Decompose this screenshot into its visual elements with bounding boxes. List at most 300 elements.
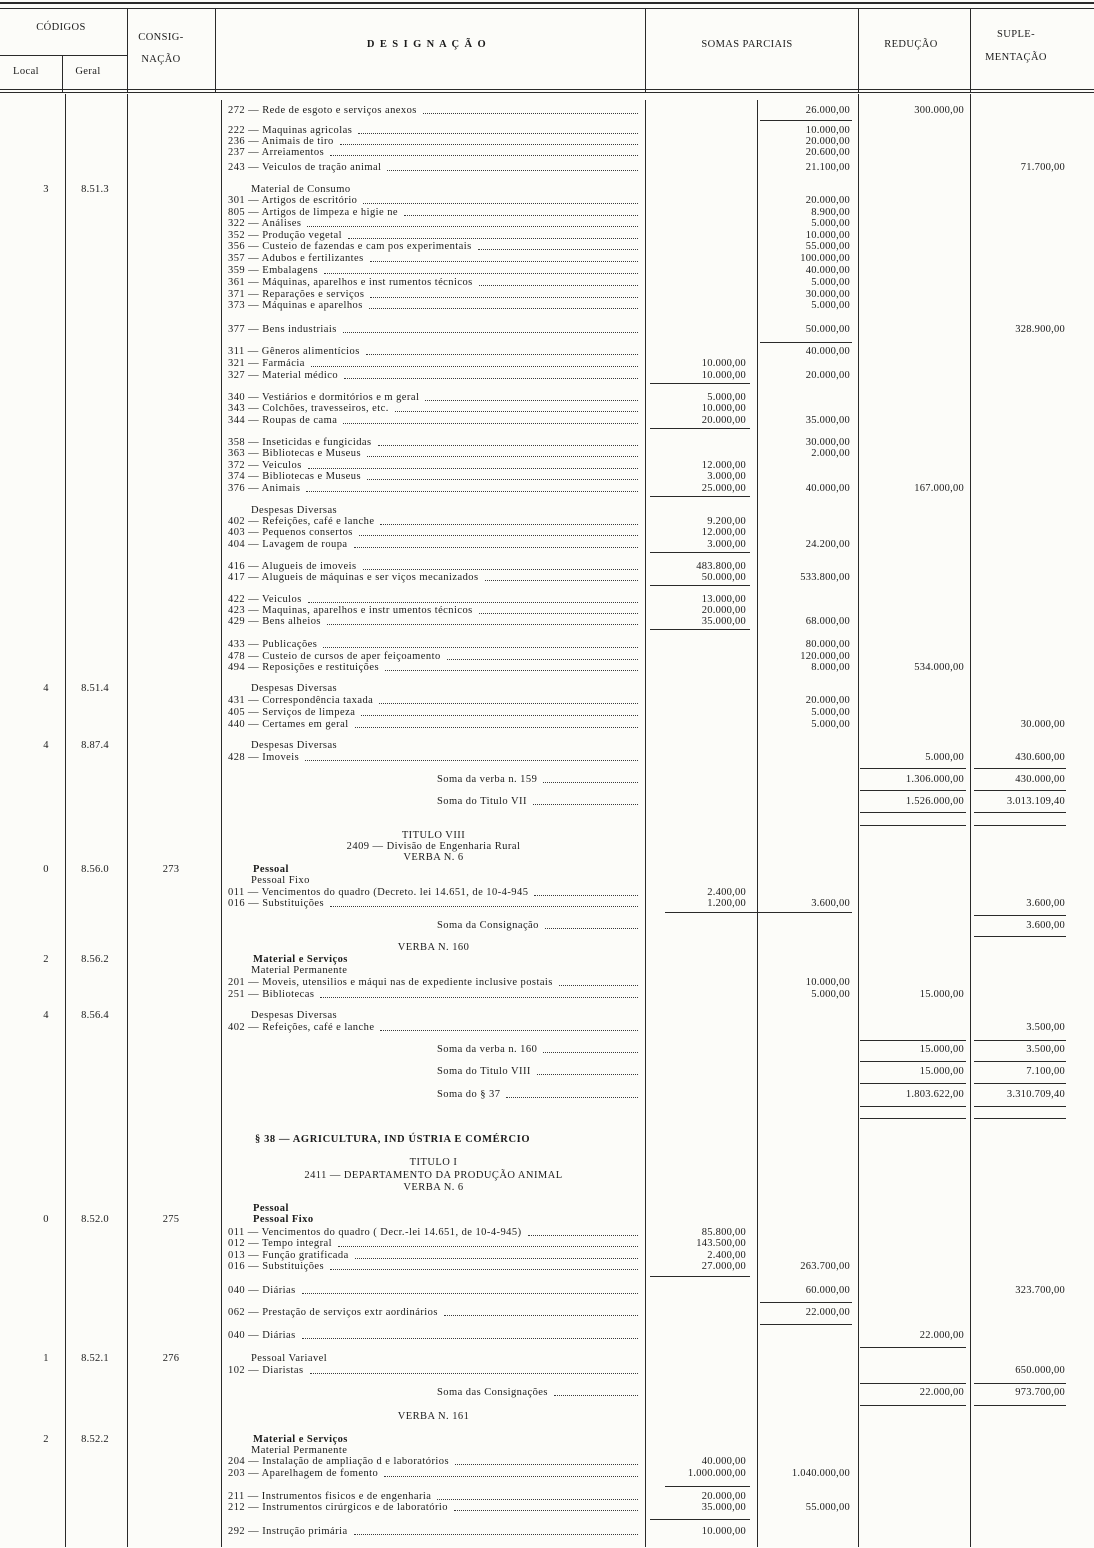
dot-leader <box>380 1030 638 1031</box>
table-rule-horizontal <box>860 1106 966 1107</box>
soma-parcial-1: 35.000,00 <box>701 1502 746 1513</box>
budget-row <box>0 265 1094 277</box>
budget-row <box>0 662 1094 674</box>
designacao-text: Soma do Titulo VII <box>437 796 527 807</box>
designacao-text: 352 — Produção vegetal <box>228 230 342 241</box>
table-rule-horizontal <box>760 1324 852 1325</box>
reducao-value: 300.000,00 <box>914 105 964 116</box>
designacao-text: 440 — Certames em geral <box>228 719 349 730</box>
table-rule-horizontal <box>0 55 127 56</box>
consignacao-code: 276 <box>162 1353 180 1364</box>
soma-parcial-2: 3.600,00 <box>811 898 850 909</box>
budget-row <box>0 1044 1094 1056</box>
designacao-text: Soma da verba n. 159 <box>437 774 538 785</box>
designacao-text: Soma da verba n. 160 <box>437 1044 538 1055</box>
soma-parcial-2: 533.800,00 <box>800 572 850 583</box>
reducao-value: 15.000,00 <box>919 1066 964 1077</box>
soma-parcial-1: 9.200,00 <box>707 516 746 527</box>
dot-leader <box>363 203 638 204</box>
budget-row <box>0 253 1094 265</box>
budget-row <box>0 147 1094 159</box>
designacao-text: 359 — Embalagens <box>228 265 319 276</box>
dot-leader <box>387 170 638 171</box>
budget-row <box>0 1526 1094 1538</box>
soma-parcial-2: 35.000,00 <box>805 415 850 426</box>
dot-leader <box>324 273 638 274</box>
row-designacao <box>228 370 640 382</box>
reducao-value: 15.000,00 <box>919 989 964 1000</box>
budget-row <box>0 852 1094 864</box>
row-designacao <box>437 774 640 786</box>
dot-leader <box>306 491 638 492</box>
budget-row <box>0 774 1094 786</box>
code-local: 1 <box>43 1353 49 1364</box>
soma-parcial-1: 1.000.000,00 <box>687 1468 746 1479</box>
designacao-text: VERBA N. 6 <box>403 852 464 863</box>
designacao-text: § 38 — AGRICULTURA, IND ÚSTRIA E COMÉRCIO <box>255 1134 531 1145</box>
designacao-text: 377 — Bens industriais <box>228 324 337 335</box>
budget-row <box>0 105 1094 117</box>
dot-leader <box>355 1258 638 1259</box>
designacao-text: 404 — Lavagem de roupa <box>228 539 348 550</box>
table-rule-horizontal <box>974 1405 1066 1406</box>
budget-row <box>0 572 1094 584</box>
budget-row <box>0 1285 1094 1297</box>
soma-parcial-2: 5.000,00 <box>811 300 850 311</box>
designacao-text: 423 — Maquinas, aparelhos e instr umentos técnicos <box>228 605 473 616</box>
dot-leader <box>479 285 638 286</box>
budget-row <box>0 707 1094 719</box>
soma-parcial-1: 85.800,00 <box>701 1227 746 1238</box>
designacao-text: Material de Consumo <box>251 184 351 195</box>
row-designacao <box>228 1238 640 1250</box>
table-rule-horizontal <box>974 936 1066 937</box>
soma-parcial-2: 5.000,00 <box>811 707 850 718</box>
dot-leader <box>343 332 638 333</box>
row-designacao <box>255 1134 530 1146</box>
dot-leader <box>454 1510 638 1511</box>
suplementacao-value: 3.600,00 <box>1026 920 1065 931</box>
soma-parcial-1: 27.000,00 <box>701 1261 746 1272</box>
budget-row <box>0 796 1094 808</box>
row-designacao <box>437 1089 640 1101</box>
code-local: 2 <box>43 954 49 965</box>
dot-leader <box>423 113 638 114</box>
row-designacao <box>228 241 640 253</box>
row-designacao <box>228 471 640 483</box>
soma-parcial-2: 20.000,00 <box>805 370 850 381</box>
soma-parcial-2: 40.000,00 <box>805 483 850 494</box>
dot-leader <box>302 1338 638 1339</box>
suplementacao-value: 7.100,00 <box>1026 1066 1065 1077</box>
designacao-text: 311 — Gêneros alimentícios <box>228 346 360 357</box>
budget-row <box>0 1134 1094 1146</box>
soma-parcial-2: 8.900,00 <box>811 207 850 218</box>
dot-leader <box>310 1373 638 1374</box>
designacao-text: Pessoal Variavel <box>251 1353 328 1364</box>
consignacao-code: 273 <box>162 864 180 875</box>
code-geral: 8.51.3 <box>81 184 109 195</box>
table-rule-horizontal <box>650 552 750 553</box>
table-rule-horizontal <box>760 120 852 121</box>
soma-parcial-1: 40.000,00 <box>701 1456 746 1467</box>
table-rule-horizontal <box>760 1302 852 1303</box>
designacao-text: 356 — Custeio de fazendas e cam pos experimentais <box>228 241 472 252</box>
code-geral: 8.56.0 <box>81 864 109 875</box>
dot-leader <box>370 297 638 298</box>
designacao-text: 371 — Reparações e serviços <box>228 289 365 300</box>
table-rule-horizontal <box>974 915 1066 916</box>
row-designacao <box>222 1170 645 1182</box>
consignacao-header-line2: NAÇÃO <box>141 54 181 65</box>
table-rule-horizontal <box>860 825 966 826</box>
somas-parciais-header: SOMAS PARCIAIS <box>701 39 793 50</box>
dot-leader <box>367 456 638 457</box>
designacao-text: Pessoal <box>253 1203 289 1214</box>
designacao-text: 327 — Material médico <box>228 370 339 381</box>
suplementacao-header-line1: SUPLE- <box>997 29 1035 40</box>
suplementacao-value: 430.000,00 <box>1015 774 1065 785</box>
budget-row <box>0 483 1094 495</box>
designacao-text: 040 — Diárias <box>228 1285 296 1296</box>
table-rule-horizontal <box>0 92 1094 93</box>
table-rule-horizontal <box>650 496 750 497</box>
table-rule-horizontal <box>0 8 1094 9</box>
row-designacao <box>228 662 640 674</box>
budget-row <box>0 740 1094 752</box>
designacao-text: 2409 — Divisão de Engenharia Rural <box>346 841 521 852</box>
dot-leader <box>543 782 638 783</box>
soma-parcial-2: 120.000,00 <box>800 651 850 662</box>
code-geral: 8.51.4 <box>81 683 109 694</box>
soma-parcial-2: 40.000,00 <box>805 265 850 276</box>
dot-leader <box>537 1074 638 1075</box>
budget-row <box>0 1238 1094 1250</box>
row-designacao <box>228 1330 640 1342</box>
designacao-text: 012 — Tempo integral <box>228 1238 333 1249</box>
table-rule-horizontal <box>860 790 966 791</box>
designacao-text: 322 — Análises <box>228 218 302 229</box>
row-designacao <box>228 1365 640 1377</box>
dot-leader <box>354 547 638 548</box>
budget-row <box>0 875 1094 887</box>
row-designacao <box>228 415 640 427</box>
row-designacao <box>228 1502 640 1514</box>
soma-parcial-2: 55.000,00 <box>805 241 850 252</box>
codigos-header: CÓDIGOS <box>36 22 86 33</box>
dot-leader <box>340 144 638 145</box>
budget-row <box>0 539 1094 551</box>
soma-parcial-1: 2.400,00 <box>707 887 746 898</box>
row-designacao <box>228 539 640 551</box>
designacao-text: 372 — Veiculos <box>228 460 302 471</box>
soma-parcial-1: 35.000,00 <box>701 616 746 627</box>
budget-row <box>0 162 1094 174</box>
dot-leader <box>533 804 638 805</box>
table-rule-horizontal <box>860 1347 966 1348</box>
soma-parcial-1: 50.000,00 <box>701 572 746 583</box>
designacao-text: 416 — Alugueis de imoveis <box>228 561 357 572</box>
suplementacao-value: 328.900,00 <box>1015 324 1065 335</box>
reducao-value: 1.306.000,00 <box>905 774 964 785</box>
table-rule-horizontal <box>974 1106 1066 1107</box>
table-rule-horizontal <box>650 383 750 384</box>
soma-parcial-1: 12.000,00 <box>701 460 746 471</box>
designacao-text: Despesas Diversas <box>251 740 338 751</box>
table-rule-horizontal <box>0 89 1094 90</box>
table-rule-horizontal <box>0 2 1094 4</box>
soma-parcial-1: 20.000,00 <box>701 605 746 616</box>
designacao-text: 358 — Inseticidas e fungicidas <box>228 437 372 448</box>
dot-leader <box>330 906 638 907</box>
row-designacao <box>228 1468 640 1480</box>
designacao-text: Despesas Diversas <box>251 683 338 694</box>
dot-leader <box>543 1052 638 1053</box>
dot-leader <box>308 602 638 603</box>
row-designacao <box>228 105 640 117</box>
dot-leader <box>385 670 638 671</box>
designacao-text: 405 — Serviços de limpeza <box>228 707 356 718</box>
code-geral: 8.56.4 <box>81 1010 109 1021</box>
designacao-text: TITULO VIII <box>401 830 466 841</box>
row-designacao <box>228 572 640 584</box>
soma-parcial-2: 20.600,00 <box>805 147 850 158</box>
designacao-text: 433 — Publicações <box>228 639 318 650</box>
dot-leader <box>338 1246 638 1247</box>
designacao-text: 373 — Máquinas e aparelhos <box>228 300 363 311</box>
suplementacao-value: 3.500,00 <box>1026 1044 1065 1055</box>
dot-leader <box>485 580 638 581</box>
code-geral: 8.87.4 <box>81 740 109 751</box>
designacao-text: 361 — Máquinas, aparelhos e inst rumentos técnicos <box>228 277 473 288</box>
designacao-text: 374 — Bibliotecas e Museus <box>228 471 362 482</box>
designacao-text: VERBA N. 161 <box>397 1411 470 1422</box>
designacao-text: 251 — Bibliotecas <box>228 989 315 1000</box>
budget-row <box>0 277 1094 289</box>
geral-header: Geral <box>75 66 101 77</box>
table-rule-vertical <box>970 9 971 92</box>
soma-parcial-1: 3.000,00 <box>707 471 746 482</box>
budget-row <box>0 752 1094 764</box>
dot-leader <box>455 1464 638 1465</box>
designacao-text: 212 — Instrumentos cirúrgicos e de laboratório <box>228 1502 448 1513</box>
table-rule-horizontal <box>860 812 966 813</box>
soma-parcial-2: 22.000,00 <box>805 1307 850 1318</box>
consignacao-code: 275 <box>162 1214 180 1225</box>
budget-row <box>0 241 1094 253</box>
row-designacao <box>228 989 640 1001</box>
row-designacao <box>251 740 337 752</box>
row-designacao <box>228 707 640 719</box>
budget-row <box>0 218 1094 230</box>
budget-row <box>0 1261 1094 1273</box>
soma-parcial-2: 5.000,00 <box>811 277 850 288</box>
designacao-text: 201 — Moveis, utensilios e máqui nas de expediente inclusive postais <box>228 977 553 988</box>
soma-parcial-2: 20.000,00 <box>805 195 850 206</box>
reducao-value: 1.526.000,00 <box>905 796 964 807</box>
table-rule-horizontal <box>974 768 1066 769</box>
designacao-text: 343 — Colchões, travesseiros, etc. <box>228 403 389 414</box>
soma-parcial-2: 5.000,00 <box>811 719 850 730</box>
dot-leader <box>369 308 638 309</box>
designacao-text: 011 — Vencimentos do quadro ( Decr.-lei 14.651, de 10-4-945) <box>228 1227 522 1238</box>
suplementacao-value: 3.310.709,40 <box>1006 1089 1065 1100</box>
designacao-text: Pessoal Fixo <box>251 875 310 886</box>
dot-leader <box>359 535 638 536</box>
soma-parcial-2: 60.000,00 <box>805 1285 850 1296</box>
row-designacao <box>228 324 640 336</box>
designacao-text: Soma do § 37 <box>437 1089 501 1100</box>
table-rule-horizontal <box>974 812 1066 813</box>
code-local: 0 <box>43 864 49 875</box>
row-designacao <box>228 162 640 174</box>
soma-parcial-2: 68.000,00 <box>805 616 850 627</box>
row-designacao <box>228 448 640 460</box>
designacao-text: 321 — Farmácia <box>228 358 305 369</box>
table-rule-horizontal <box>860 768 966 769</box>
designacao-text: 222 — Maquinas agricolas <box>228 125 353 136</box>
budget-row <box>0 1157 1094 1169</box>
soma-parcial-2: 263.700,00 <box>800 1261 850 1272</box>
row-designacao <box>222 852 645 864</box>
code-local: 0 <box>43 1214 49 1225</box>
designacao-text: Soma do Titulo VIII <box>437 1066 531 1077</box>
reducao-header: REDUÇÃO <box>884 39 938 50</box>
budget-row <box>0 448 1094 460</box>
row-designacao <box>437 1387 640 1399</box>
designacao-text: 805 — Artigos de limpeza e higie ne <box>228 207 399 218</box>
budget-row <box>0 415 1094 427</box>
row-designacao <box>251 1353 327 1365</box>
designacao-text: VERBA N. 160 <box>397 942 470 953</box>
reducao-value: 534.000,00 <box>914 662 964 673</box>
budget-row <box>0 1411 1094 1423</box>
dot-leader <box>327 624 638 625</box>
soma-parcial-2: 8.000,00 <box>811 662 850 673</box>
reducao-value: 5.000,00 <box>925 752 964 763</box>
designacao-text: Material e Serviços <box>253 1434 348 1445</box>
designacao-text: 422 — Veiculos <box>228 594 302 605</box>
soma-parcial-2: 30.000,00 <box>805 437 850 448</box>
designacao-text: 243 — Veiculos de tração animal <box>228 162 382 173</box>
consignacao-header-line1: CONSIG- <box>138 32 184 43</box>
row-designacao <box>228 195 640 207</box>
suplementacao-value: 3.013.109,40 <box>1006 796 1065 807</box>
designacao-text: 203 — Aparelhagem de fomento <box>228 1468 379 1479</box>
suplementacao-value: 71.700,00 <box>1020 162 1065 173</box>
designacao-text: 428 — Imoveis <box>228 752 300 763</box>
budget-row <box>0 898 1094 910</box>
dot-leader <box>308 468 638 469</box>
row-designacao <box>228 1022 640 1034</box>
soma-parcial-2: 55.000,00 <box>805 1502 850 1513</box>
row-designacao <box>228 1285 640 1297</box>
table-rule-vertical <box>127 9 128 92</box>
code-geral: 8.56.2 <box>81 954 109 965</box>
designacao-text: Material e Serviços <box>253 954 348 965</box>
suplementacao-header-line2: MENTAÇÃO <box>985 52 1047 63</box>
soma-parcial-2: 40.000,00 <box>805 346 850 357</box>
budget-row <box>0 527 1094 539</box>
row-designacao <box>222 1182 645 1194</box>
soma-parcial-2: 1.040.000,00 <box>791 1468 850 1479</box>
soma-parcial-2: 100.000,00 <box>800 253 850 264</box>
row-designacao <box>228 346 640 358</box>
reducao-value: 15.000,00 <box>919 1044 964 1055</box>
designacao-text: Soma das Consignações <box>437 1387 548 1398</box>
row-designacao <box>228 1261 640 1273</box>
designacao-text: 236 — Animais de tiro <box>228 136 334 147</box>
soma-parcial-1: 12.000,00 <box>701 527 746 538</box>
budget-row <box>0 1502 1094 1514</box>
designacao-text: 102 — Diaristas <box>228 1365 304 1376</box>
budget-row <box>0 1387 1094 1399</box>
soma-parcial-2: 50.000,00 <box>805 324 850 335</box>
table-rule-horizontal <box>860 1083 966 1084</box>
budget-row <box>0 370 1094 382</box>
table-rule-horizontal <box>974 1061 1066 1062</box>
designacao-text: Soma da Consignação <box>437 920 539 931</box>
dot-leader <box>361 715 638 716</box>
table-rule-horizontal <box>650 428 750 429</box>
row-designacao <box>228 218 640 230</box>
designacao-text: 429 — Bens alheios <box>228 616 321 627</box>
budget-row <box>0 471 1094 483</box>
table-rule-horizontal <box>860 1405 966 1406</box>
row-designacao <box>228 1307 640 1319</box>
reducao-value: 167.000,00 <box>914 483 964 494</box>
code-geral: 8.52.1 <box>81 1353 109 1364</box>
soma-parcial-2: 21.100,00 <box>805 162 850 173</box>
designacao-text: 211 — Instrumentos fisicos e de engenharia <box>228 1491 432 1502</box>
table-rule-horizontal <box>860 1061 966 1062</box>
dot-leader <box>366 354 638 355</box>
table-rule-horizontal <box>760 342 852 343</box>
dot-leader <box>447 659 638 660</box>
row-designacao <box>228 639 640 651</box>
dot-leader <box>425 400 638 401</box>
reducao-value: 22.000,00 <box>919 1387 964 1398</box>
soma-parcial-2: 10.000,00 <box>805 125 850 136</box>
soma-parcial-1: 10.000,00 <box>701 358 746 369</box>
budget-row <box>0 1170 1094 1182</box>
row-designacao <box>222 1157 645 1169</box>
row-designacao <box>437 1044 640 1056</box>
designacao-text: VERBA N. 6 <box>403 1182 464 1193</box>
row-designacao <box>251 965 347 977</box>
row-designacao <box>228 616 640 628</box>
budget-row <box>0 920 1094 932</box>
dot-leader <box>363 569 639 570</box>
budget-row <box>0 1010 1094 1022</box>
table-rule-horizontal <box>974 1040 1066 1041</box>
row-designacao <box>222 942 645 954</box>
designacao-text: 363 — Bibliotecas e Museus <box>228 448 362 459</box>
row-designacao <box>228 483 640 495</box>
designacao-text: 011 — Vencimentos do quadro (Decreto. lei 14.651, de 10-4-945 <box>228 887 529 898</box>
soma-parcial-2: 24.200,00 <box>805 539 850 550</box>
table-rule-horizontal <box>974 1083 1066 1084</box>
soma-parcial-2: 10.000,00 <box>805 977 850 988</box>
dot-leader <box>384 1476 638 1477</box>
dot-leader <box>545 928 638 929</box>
budget-row <box>0 977 1094 989</box>
row-designacao <box>228 752 640 764</box>
table-rule-horizontal <box>974 1118 1066 1119</box>
designacao-text: 062 — Prestação de serviços extr aordinários <box>228 1307 438 1318</box>
dot-leader <box>343 423 638 424</box>
row-designacao <box>228 1526 640 1538</box>
